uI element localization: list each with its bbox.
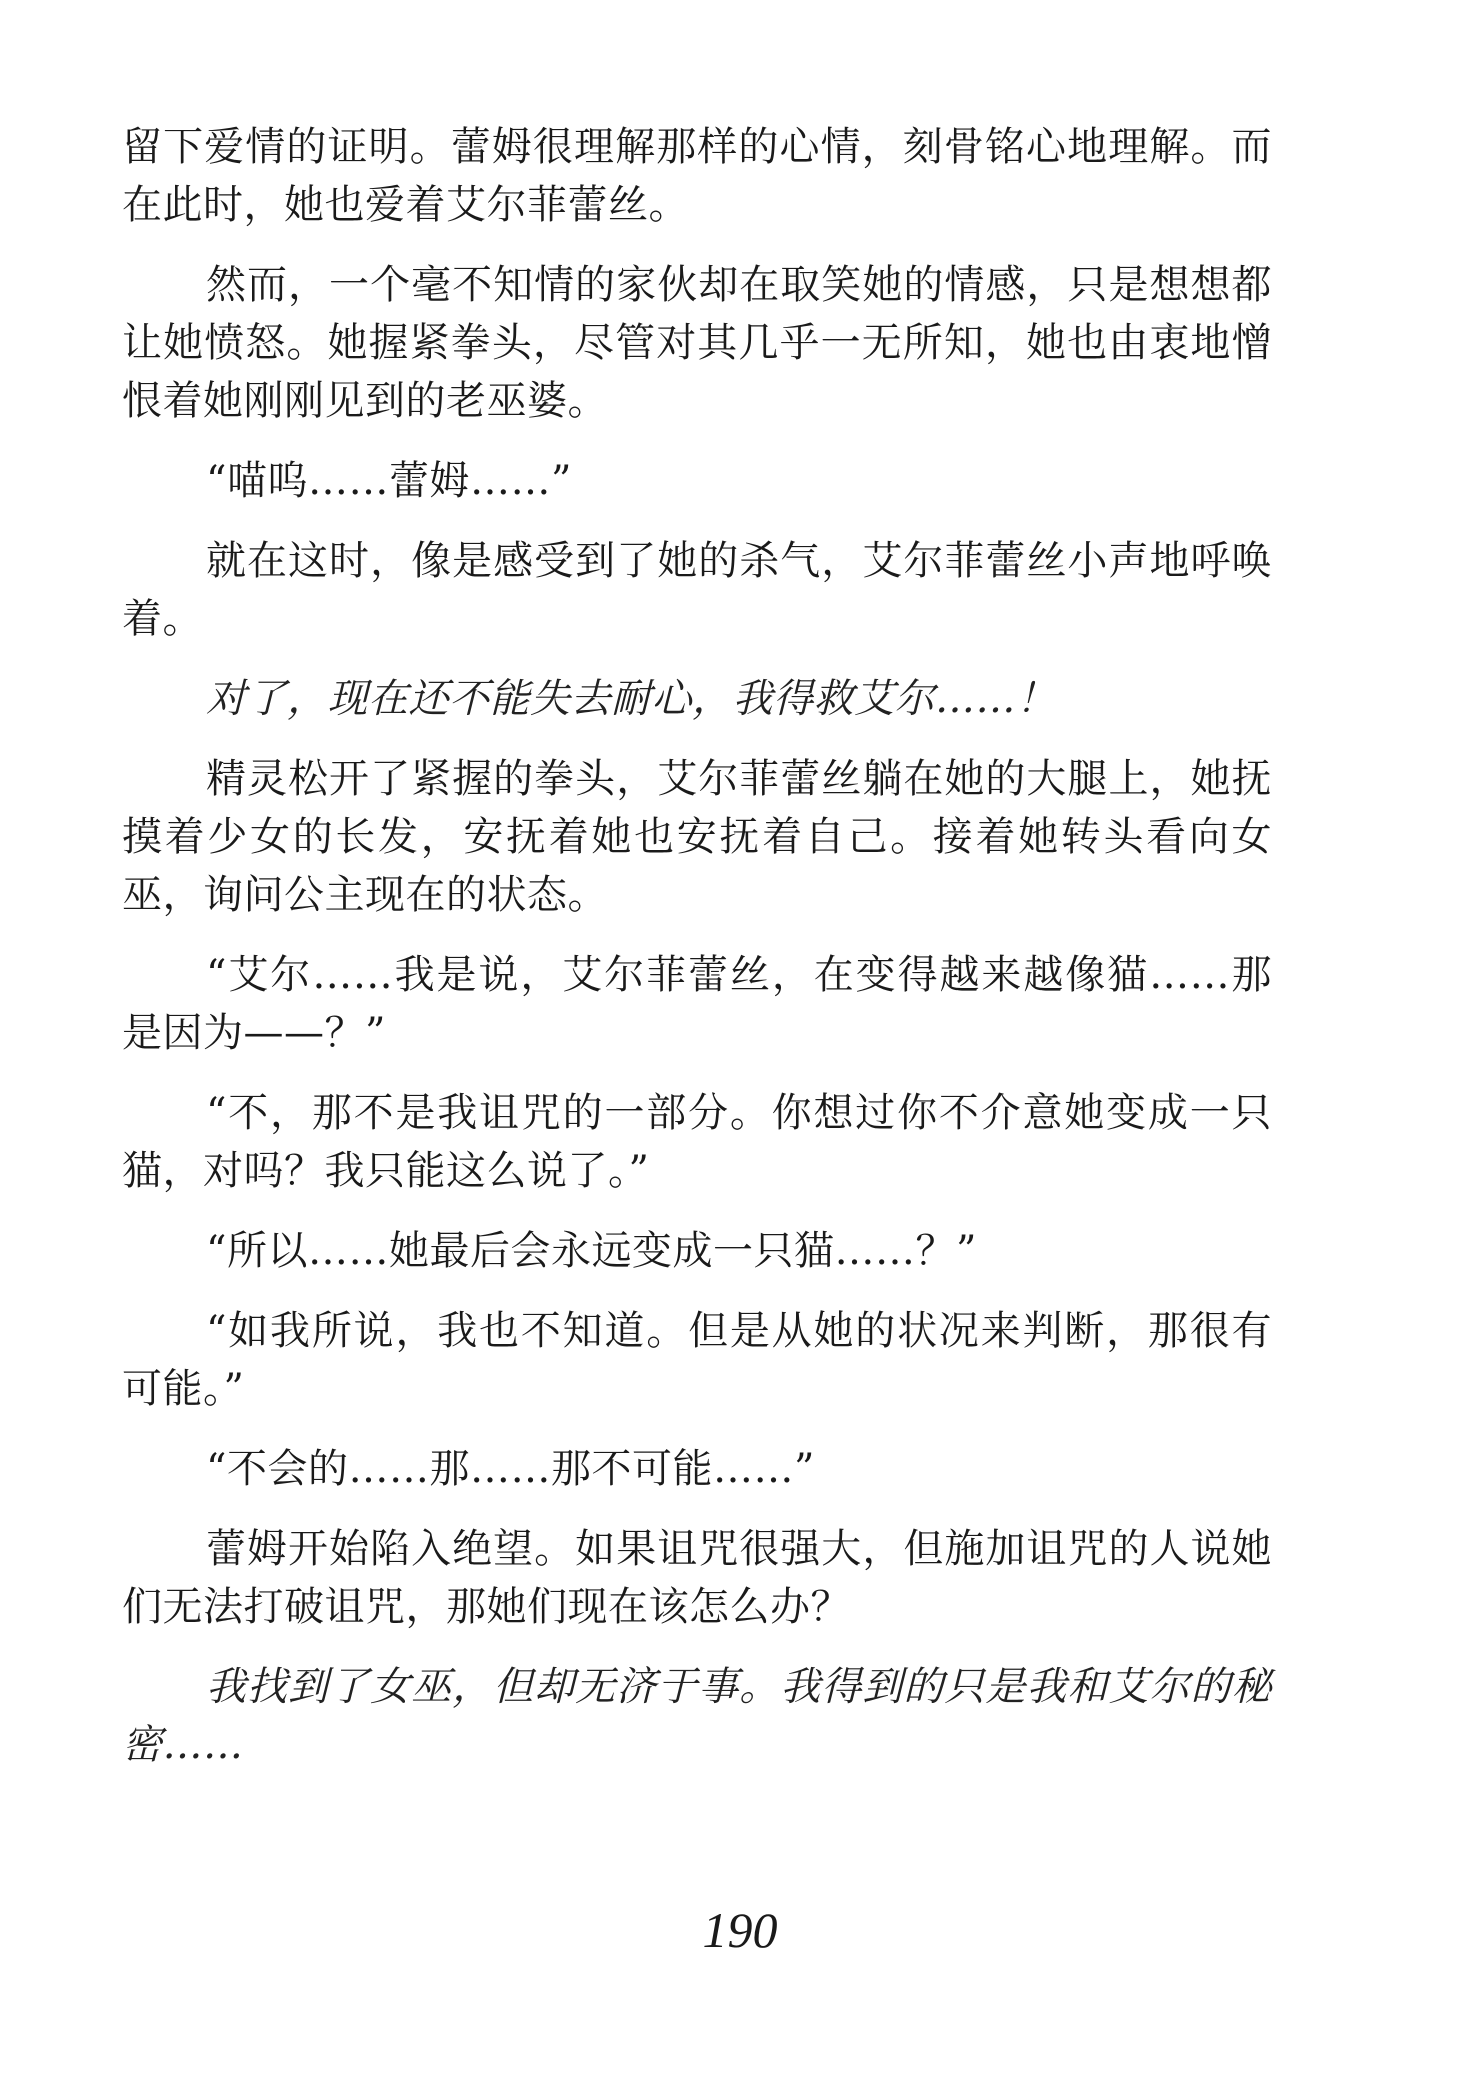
- paragraph-3: “喵呜……蕾姆……”: [206, 458, 572, 504]
- paragraph-4: 就在这时，像是感受到了她的杀气，艾尔菲蕾丝小声地呼唤着。: [122, 538, 1272, 642]
- paragraph-5-thought: 对了，现在还不能失去耐心，我得救艾尔……！: [206, 676, 1057, 722]
- page-number: 190: [702, 1902, 778, 1958]
- paragraph-9: “所以……她最后会永远变成一只猫……？”: [206, 1228, 977, 1274]
- paragraph-7: “艾尔……我是说，艾尔菲蕾丝，在变得越来越像猫……那是因为——？”: [122, 952, 1272, 1056]
- paragraph-12: 蕾姆开始陷入绝望。如果诅咒很强大，但施加诅咒的人说她们无法打破诅咒，那她们现在该怎么办？: [122, 1526, 1272, 1630]
- paragraph-8: “不，那不是我诅咒的一部分。你想过你不介意她变成一只猫，对吗？我只能这么说了。”: [122, 1090, 1272, 1194]
- paragraph-10: “如我所说，我也不知道。但是从她的状况来判断，那很有可能。”: [122, 1308, 1272, 1412]
- body-text: [122, 118, 1272, 1796]
- paragraph-2: 然而，一个毫不知情的家伙却在取笑她的情感，只是想想都让她愤怒。她握紧拳头，尽管对其几乎一无所知，她也由衷地憎恨着她刚刚见到的老巫婆。: [122, 262, 1272, 424]
- paragraph-11: “不会的……那……那不可能……”: [206, 1446, 815, 1492]
- paragraph-1: 留下爱情的证明。蕾姆很理解那样的心情，刻骨铭心地理解。而在此时，她也爱着艾尔菲蕾丝。: [122, 124, 1272, 228]
- paragraph-13-thought: 我找到了女巫，但却无济于事。我得到的只是我和艾尔的秘密……: [122, 1664, 1272, 1768]
- paragraph-6: 精灵松开了紧握的拳头，艾尔菲蕾丝躺在她的大腿上，她抚摸着少女的长发，安抚着她也安抚着自己。接着她转头看向女巫，询问公主现在的状态。: [122, 756, 1272, 918]
